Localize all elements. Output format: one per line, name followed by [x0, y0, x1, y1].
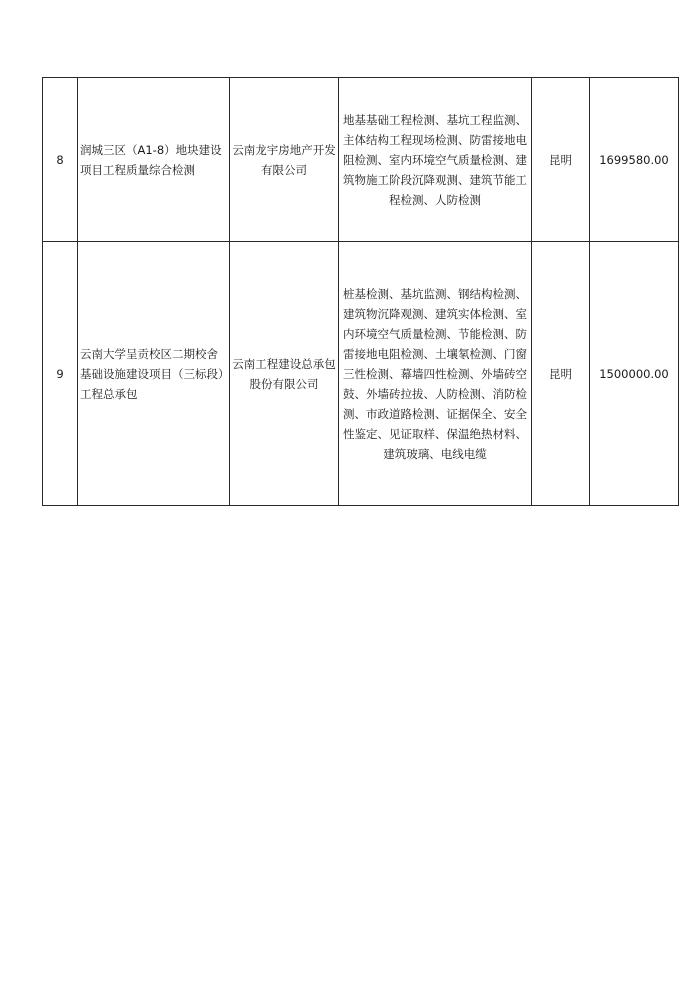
client-cell — [230, 78, 339, 242]
client-name: 云南龙宇房地产开发有限公司 — [232, 142, 336, 177]
table-row — [43, 242, 679, 506]
project-name-cell — [78, 242, 230, 506]
amount-cell — [590, 242, 679, 506]
inspection-scope: 桩基检测、基坑监测、钢结构检测、建筑物沉降观测、建筑实体检测、室内环境空气质量检测、节能检测、防雷接地电阻检测、土壤氡检测、门窗三性检测、幕墙四性检测、外墙砖空鼓、外墙砖拉拔、人防检测、消防检测、市政道路检测、证据保全、安全性鉴定、见证取样、保温绝热材料、建筑玻璃、电线电缆 — [343, 286, 527, 461]
project-name: 润城三区（A1-8）地块建设项目工程质量综合检测 — [80, 142, 222, 177]
table-row — [43, 78, 679, 242]
client-name: 云南工程建设总承包股份有限公司 — [232, 356, 336, 391]
project-table — [42, 77, 679, 506]
contract-amount: 1699580.00 — [599, 152, 669, 167]
scope-cell — [339, 242, 532, 506]
location: 昆明 — [549, 152, 572, 167]
contract-amount: 1500000.00 — [599, 366, 669, 381]
row-number: 8 — [56, 152, 64, 167]
row-number: 9 — [56, 366, 64, 381]
amount-cell — [590, 78, 679, 242]
location-cell — [532, 242, 590, 506]
project-name: 云南大学呈贡校区二期校舍基础设施建设项目（三标段）工程总承包 — [80, 346, 224, 401]
inspection-scope: 地基基础工程检测、基坑工程监测、主体结构工程现场检测、防雷接地电阻检测、室内环境空气质量检测、建筑物施工阶段沉降观测、建筑节能工程检测、人防检测 — [343, 112, 527, 207]
row-number-cell — [43, 242, 78, 506]
scope-cell — [339, 78, 532, 242]
row-number-cell — [43, 78, 78, 242]
location: 昆明 — [549, 366, 572, 381]
client-cell — [230, 242, 339, 506]
location-cell — [532, 78, 590, 242]
project-name-cell — [78, 78, 230, 242]
